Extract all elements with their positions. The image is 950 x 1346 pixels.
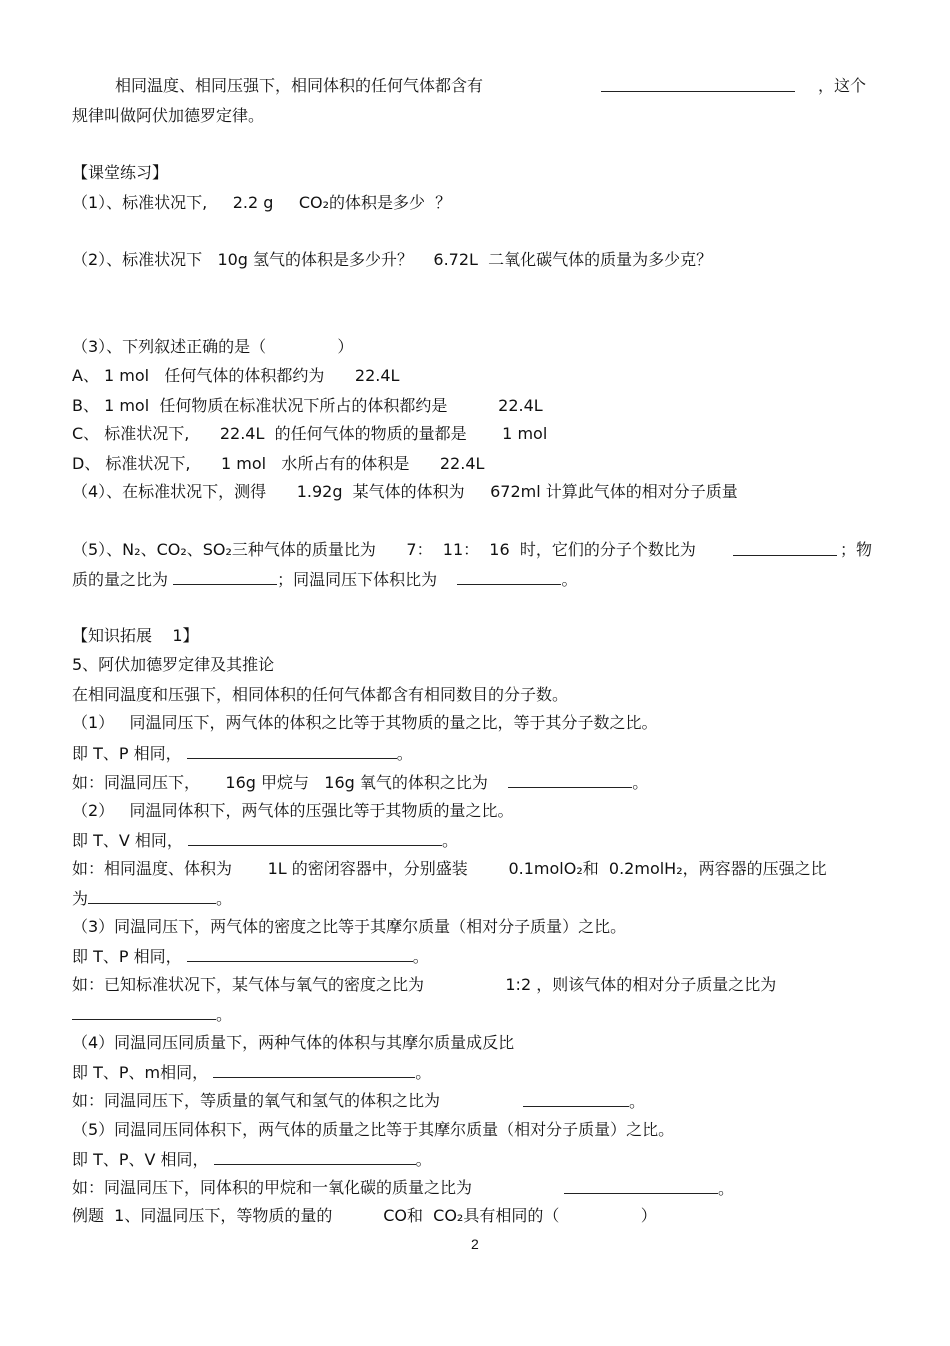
q5-blank-1 — [733, 540, 837, 561]
practice-q3: （3）、下列叙述正确的是（ ） — [72, 337, 354, 356]
rule-4-example-blank: 。 — [523, 1091, 645, 1112]
rule-4-example: 如：同温同压下，等质量的氧气和氢气的体积之比为 — [72, 1091, 441, 1110]
rule-5: （5）同温同压同体积下，两气体的质量之比等于其摩尔质量（相对分子质量）之比。 — [72, 1120, 675, 1139]
rule-2-ji: 即 T、V 相同， 。 — [72, 831, 459, 850]
rule-3-example: 如：已知标准状况下，某气体与氧气的密度之比为 1:2 ，则该气体的相对分子质量之比为 — [72, 975, 777, 994]
rule-3: （3）同温同压下，两气体的密度之比等于其摩尔质量（相对分子质量）之比。 — [72, 917, 627, 936]
option-d: D、 标准状况下, 1 mol 水所占有的体积是 22.4L — [72, 454, 485, 473]
intro-line1: 相同温度、相同压强下，相同体积的任何气体都含有 — [115, 76, 484, 95]
rule-4-ji: 即 T、P、m相同， 。 — [72, 1063, 432, 1082]
rule-1-example: 如：同温同压下， 16g 甲烷与 16g 氧气的体积之比为 。 — [72, 773, 649, 792]
option-c: C、 标准状况下, 22.4L 的任何气体的物质的量都是 1 mol — [72, 424, 548, 443]
q5-semicolon: ；物 — [840, 540, 873, 559]
rule-5-example: 如：同温同压下，同体积的甲烷和一氧化碳的质量之比为 — [72, 1178, 473, 1197]
practice-q2: （2）、标准状况下 10g 氢气的体积是多少升？ 6.72L 二氧化碳气体的质量为多少克？ — [72, 250, 713, 269]
rule-3-example-blank: 。 — [72, 1004, 232, 1025]
extension-heading: 【知识拓展 1】 — [72, 626, 199, 645]
rule-3-ji: 即 T、P 相同， 。 — [72, 947, 429, 966]
rule-1-ji: 即 T、P 相同， 。 — [72, 744, 413, 763]
intro-blank — [601, 76, 795, 97]
rule-2: （2） 同温同体积下，两气体的压强比等于其物质的量之比。 — [72, 801, 514, 820]
option-b: B、 1 mol 任何物质在标准状况下所占的体积都约是 22.4L — [72, 396, 543, 415]
intro-line2: 规律叫做阿伏加德罗定律。 — [72, 106, 265, 125]
practice-q4: （4）、在标准状况下，测得 1.92g 某气体的体积为 672ml 计算此气体的相对分子质量 — [72, 482, 738, 501]
extension-statement: 在相同温度和压强下，相同体积的任何气体都含有相同数目的分子数。 — [72, 685, 569, 704]
rule-5-example-blank: 。 — [564, 1178, 734, 1199]
example-question: 例题 1、同温同压下，等物质的量的 CO和 CO₂具有相同的（ ） — [72, 1206, 657, 1225]
practice-q5-line2: 质的量之比为 ；同温同压下体积比为 。 — [72, 570, 578, 589]
practice-q5-line1: （5）、N₂、CO₂、SO₂三种气体的质量比为 7： 11： 16 时，它们的分子个数比为 — [72, 540, 696, 559]
practice-q1: （1）、标准状况下, 2.2 g CO₂的体积是多少 ？ — [72, 193, 452, 212]
page-number: 2 — [471, 1236, 479, 1252]
practice-heading: 【课堂练习】 — [72, 163, 169, 182]
rule-4: （4）同温同压同质量下，两种气体的体积与其摩尔质量成反比 — [72, 1033, 515, 1052]
rule-2-example: 如：相同温度、体积为 1L 的密闭容器中，分别盛装 0.1molO₂和 0.2molH₂，两容器的压强之比 — [72, 859, 827, 878]
option-a: A、 1 mol 任何气体的体积都约为 22.4L — [72, 366, 400, 385]
rule-5-ji: 即 T、P、V 相同， 。 — [72, 1150, 432, 1169]
rule-2-example-cont: 为 。 — [72, 889, 233, 908]
rule-1: （1） 同温同压下，两气体的体积之比等于其物质的量之比，等于其分子数之比。 — [72, 713, 658, 732]
extension-title: 5、阿伏加德罗定律及其推论 — [72, 655, 275, 674]
intro-line1-end: ，这个 — [818, 76, 867, 95]
